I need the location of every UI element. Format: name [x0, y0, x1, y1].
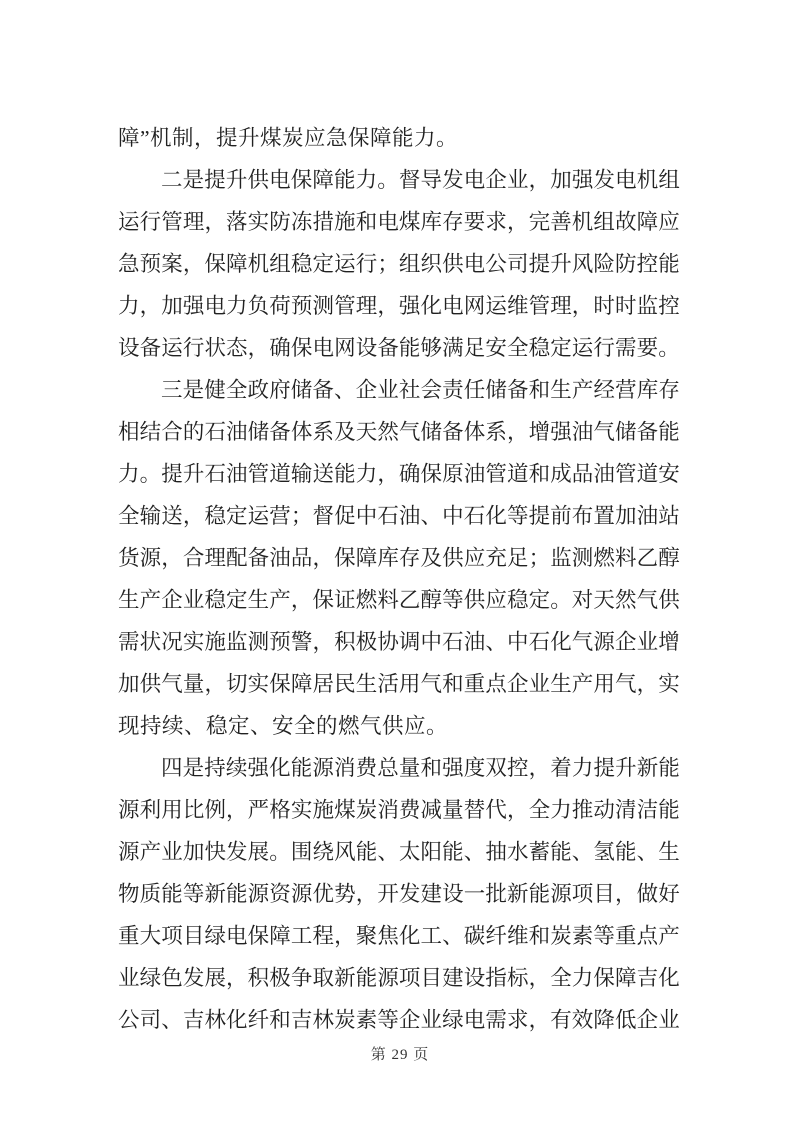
- text-line: 四 是 持 续 强 化 能 源 消 费 总 量 和 强 度 双 控 ， 着 力 提 升 新 能: [161, 756, 680, 780]
- text-line: 全 输 送 ， 稳 定 运 营 ； 督 促 中 石 油 、 中 石 化 等 提 前 布 置 加 油 站: [118, 504, 680, 528]
- text-line: 力 ， 加 强 电 力 负 荷 预 测 管 理 ， 强 化 电 网 运 维 管 理 ， 时 时 监 控: [118, 294, 680, 318]
- text-line: 业 绿 色 发 展 ， 积 极 争 取 新 能 源 项 目 建 设 指 标 ， 全 力 保 障 吉 化: [118, 966, 680, 990]
- text-line: 物 质 能 等 新 能 源 资 源 优 势 ， 开 发 建 设 一 批 新 能 源 项 目 ， 做 好: [118, 882, 680, 906]
- text-line: 设 备 运 行 状 态 ， 确 保 电 网 设 备 能 够 满 足 安 全 稳 定 运 行 需 要 。: [118, 336, 680, 360]
- text-line: 相 结 合 的 石 油 储 备 体 系 及 天 然 气 储 备 体 系 ， 增 强 油 气 储 备 能: [118, 420, 680, 444]
- page-number: 第 29 页: [370, 1047, 430, 1063]
- text-line: 运 行 管 理 ， 落 实 防 冻 措 施 和 电 煤 库 存 要 求 ， 完 善 机 组 故 障 应: [118, 210, 680, 234]
- text-line: 公 司 、 吉 林 化 纤 和 吉 林 炭 素 等 企 业 绿 电 需 求 ， 有 效 降 低 企 业: [118, 1008, 680, 1032]
- text-line: 障”机制，提升煤炭应急保障能力。: [118, 126, 459, 150]
- text-line: 重 大 项 目 绿 电 保 障 工 程 ， 聚 焦 化 工 、 碳 纤 维 和 炭 素 等 重 点 产: [118, 924, 680, 948]
- text-line: 急 预 案 ， 保 障 机 组 稳 定 运 行 ； 组 织 供 电 公 司 提 升 风 险 防 控 能: [118, 252, 680, 276]
- text-line: 货 源 ， 合 理 配 备 油 品 ， 保 障 库 存 及 供 应 充 足 ； 监 测 燃 料 乙 醇: [118, 546, 680, 570]
- text-line: 力 。 提 升 石 油 管 道 输 送 能 力 ， 确 保 原 油 管 道 和 成 品 油 管 道 安: [118, 462, 680, 486]
- text-line: 源 产 业 加 快 发 展 。 围 绕 风 能 、 太 阳 能 、 抽 水 蓄 能 、 氢 能 、 生: [118, 840, 680, 864]
- text-line: 现持续、稳定、安全的燃气供应。: [118, 714, 449, 738]
- text-line: 三 是 健 全 政 府 储 备 、 企 业 社 会 责 任 储 备 和 生 产 经 营 库 存: [161, 378, 680, 402]
- text-line: 二 是 提 升 供 电 保 障 能 力 。 督 导 发 电 企 业 ， 加 强 发 电 机 组: [161, 168, 680, 192]
- text-line: 生 产 企 业 稳 定 生 产 ， 保 证 燃 料 乙 醇 等 供 应 稳 定 。 对 天 然 气 供: [118, 588, 680, 612]
- text-line: 源 利 用 比 例 ， 严 格 实 施 煤 炭 消 费 减 量 替 代 ， 全 力 推 动 清 洁 能: [118, 798, 680, 822]
- text-line: 需 状 况 实 施 监 测 预 警 ， 积 极 协 调 中 石 油 、 中 石 化 气 源 企 业 增: [118, 630, 680, 654]
- text-line: 加 供 气 量 ， 切 实 保 障 居 民 生 活 用 气 和 重 点 企 业 生 产 用 气 ， 实: [118, 672, 680, 696]
- document-body: [118, 117, 680, 1041]
